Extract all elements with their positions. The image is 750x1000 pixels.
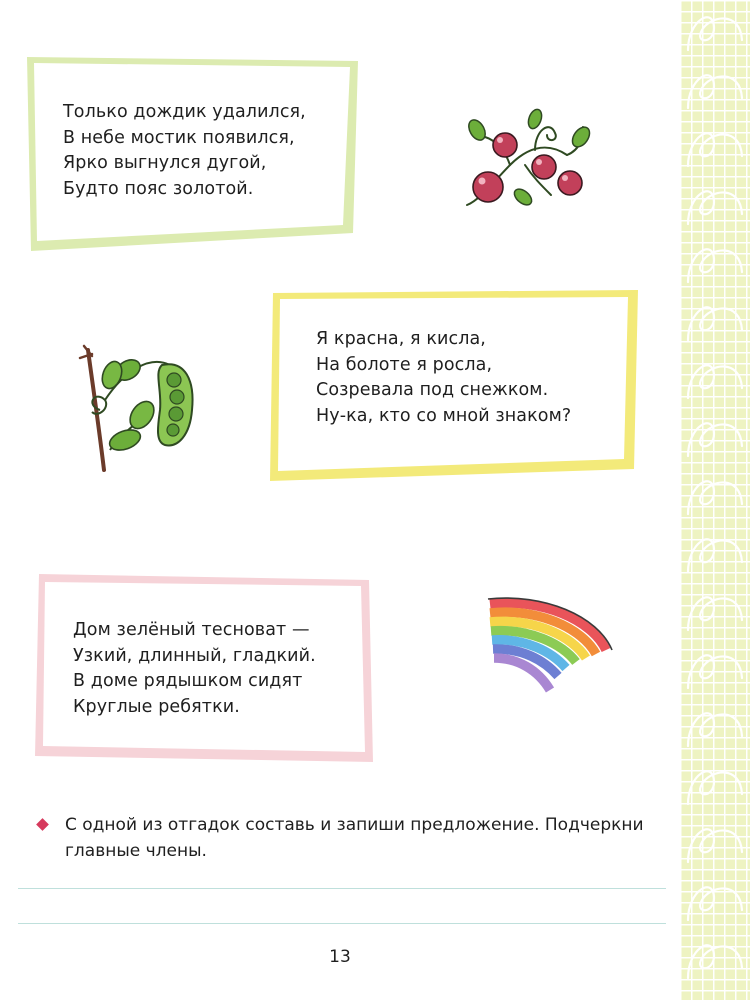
riddle-1-line: Будто пояс золотой. [63, 178, 254, 199]
pea-pod-picture [70, 340, 200, 475]
side-strip-loops [680, 0, 750, 1000]
writing-line-2[interactable] [18, 923, 666, 924]
rainbow-illustration [482, 590, 617, 705]
riddle-3-text [73, 618, 316, 720]
page-number: 13 [329, 947, 351, 967]
rainbow-picture [482, 590, 617, 705]
riddle-card-1 [25, 55, 360, 255]
riddle-3-line: Узкий, длинный, гладкий. [73, 645, 316, 666]
task-marker-icon [36, 818, 49, 831]
riddle-2-line: Я красна, я кисла, [316, 329, 486, 349]
writing-line-1[interactable] [18, 888, 666, 889]
decorative-side-strip [680, 0, 750, 1000]
riddle-2-line: На болоте я росла, [316, 354, 493, 375]
pea-pod-illustration [70, 340, 200, 475]
riddle-1-text [63, 100, 306, 202]
riddle-2-line: Созревала под снежком. [316, 380, 549, 400]
riddle-1-line: Только дождик удалился, [63, 102, 306, 122]
task-text: С одной из отгадок составь и запиши предложение. Подчеркни главные члены. [65, 815, 644, 861]
riddle-3-line: В доме рядышком сидят [73, 671, 303, 691]
riddle-card-3 [33, 570, 373, 770]
riddle-1-line: В небе мостик появился, [63, 127, 295, 148]
riddle-card-2 [268, 287, 640, 487]
riddle-2-line: Ну-ка, кто со мной знаком? [316, 405, 572, 426]
task-instruction [38, 812, 668, 864]
cranberry-picture [455, 105, 595, 215]
riddle-3-line: Круглые ребятки. [73, 696, 240, 717]
cranberry-illustration [455, 105, 595, 215]
riddle-2-text [316, 327, 571, 429]
riddle-3-line: Дом зелёный тесноват — [73, 620, 310, 640]
riddle-1-line: Ярко выгнулся дугой, [63, 153, 267, 173]
